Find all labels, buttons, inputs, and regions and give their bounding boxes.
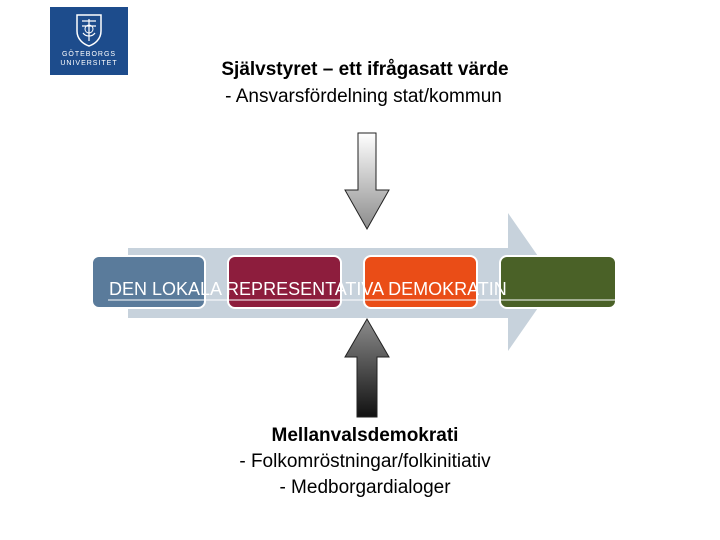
bottom-text-block	[0, 423, 720, 501]
up-arrow	[345, 319, 389, 417]
logo-line-1: GÖTEBORGS	[61, 51, 117, 58]
banner-text: DEN LOKALA REPRESENTATIVA DEMOKRATIN	[109, 279, 507, 299]
bottom-line-2: - Medborgardialoger	[279, 477, 451, 498]
top-subtitle: - Ansvarsfördelning stat/kommun	[225, 86, 502, 107]
bottom-title: Mellanvalsdemokrati	[271, 425, 459, 446]
bottom-line-1: - Folkomröstningar/folkinitiativ	[239, 451, 491, 472]
logo-line-2: UNIVERSITET	[60, 60, 118, 67]
top-title: Självstyret – ett ifrågasatt värde	[221, 59, 509, 80]
down-arrow	[345, 133, 389, 229]
